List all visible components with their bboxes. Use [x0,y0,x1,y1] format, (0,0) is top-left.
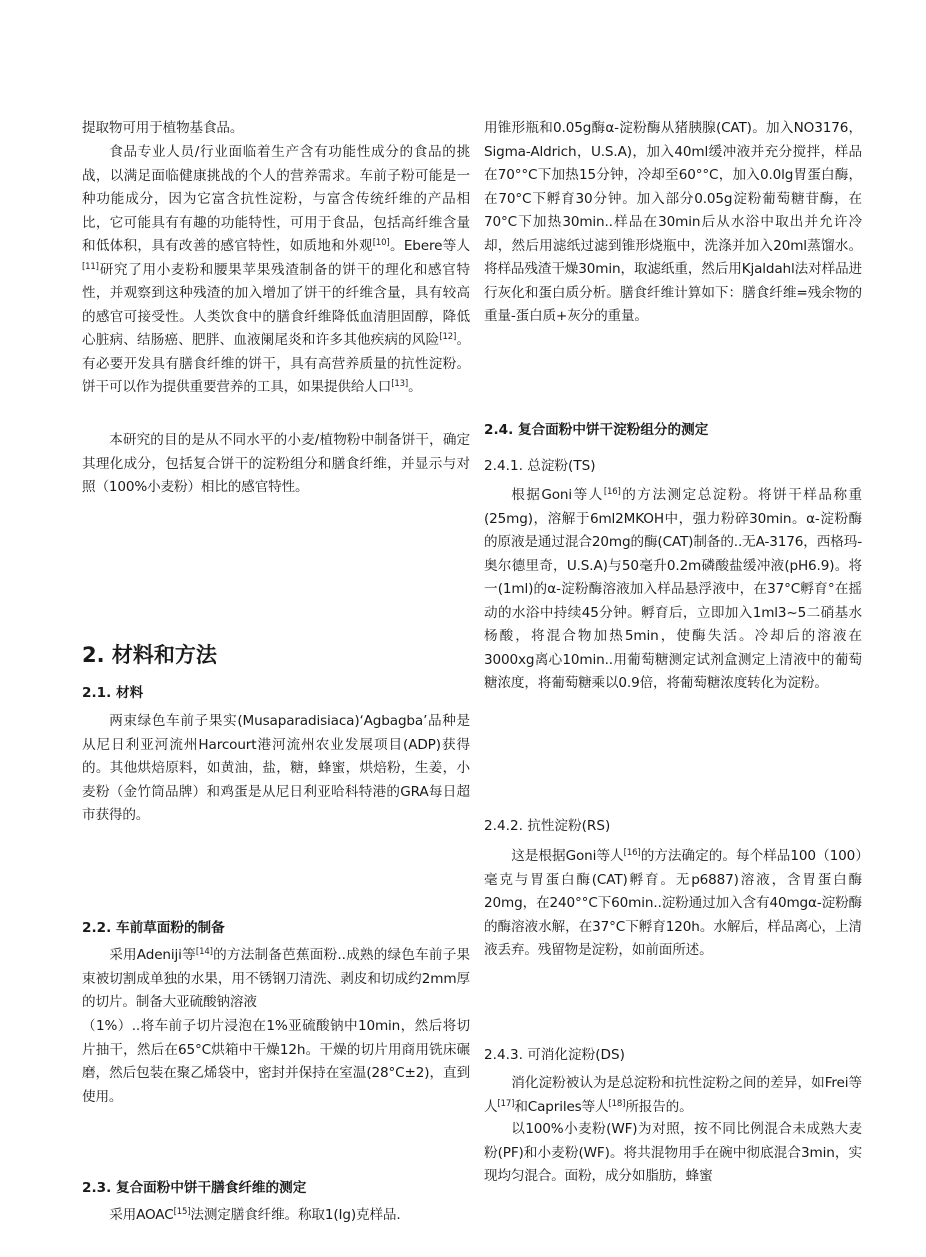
citation: [16] [623,848,641,858]
citation: [11] [82,261,99,272]
paragraph-digestible-starch: 消化淀粉被认为是总淀粉和抗性淀粉之间的差异，如Frei等人[17]和Capriles等人[18]所报告的。 [484,1075,862,1115]
citation: [14] [195,947,213,957]
paragraph-aim: 本研究的目的是从不同水平的小麦/植物粉中制备饼干，确定其理化成分，包括复合饼干的淀粉组分和膳食纤维，并显示与对照（100%小麦粉）相比的感官特性。 [82,432,470,495]
paragraph-flour-prep: 采用Adeniji等[14]的方法制备芭蕉面粉..成熟的绿色车前子果束被切割成单独的水果，用不锈钢刀清洗、剥皮和切成约2mm厚的切片。制备大亚硫酸钠溶液 [82,947,470,1010]
citation: [18] [608,1098,626,1109]
section-heading-methods: 2. 材料和方法 [82,643,217,667]
citation: [15] [173,1207,191,1217]
subsubsection-heading-resistant-starch: 2.4.2. 抗性淀粉(RS) [484,818,611,834]
subsection-heading-materials: 2.1. 材料 [82,685,144,701]
paragraph-continued: 提取物可用于植物基食品。 [82,120,244,136]
subsubsection-heading-digestible-starch: 2.4.3. 可消化淀粉(DS) [484,1047,625,1063]
citation: [16] [603,487,621,497]
paragraph-flour-prep-cont: （1%）..将车前子切片浸泡在1%亚硫酸钠中10min，然后将切片抽干，然后在65°C烘箱中干燥12h。干燥的切片用商用铣床碾磨，然后包装在聚乙烯袋中，密封并保持在室温(28°C±2)，直到使用。 [82,1018,470,1105]
paragraph-resistant-starch: 这是根据Goni等人[16]的方法确定的。每个样品100（100）毫克与胃蛋白酶(CAT)孵育。无p6887)溶液，含胃蛋白酶20mg，在240°°C下60min..淀粉通过加入含有40mgα-淀粉酶的酶溶液水解，在37°C下孵育120h。水解后，样品离心，上清液丢弃。残留物是淀粉，如前面所述。 [484,848,862,958]
subsection-heading-starch: 2.4. 复合面粉中饼干淀粉组分的测定 [484,422,709,438]
paragraph-dietary-fiber: 采用AOAC[15]法测定膳食纤维。称取1(Ig)克样品. [109,1207,401,1223]
subsection-heading-dietary-fiber: 2.3. 复合面粉中饼干膳食纤维的测定 [82,1180,307,1196]
paragraph-intro: 食品专业人员/行业面临着生产含有功能性成分的食品的挑战，以满足面临健康挑战的个人的营养需求。车前子粉可能是一种功能成分，因为它富含抗性淀粉，与富含传统纤维的产品相比，它可能具有有趣的功能特性，可用于食品，包括高纤维含量和低体积，具有改善的感官特性，如质地和外观[10]。Ebere等人[11]研究了用小麦粉和腰果苹果残渣制备的饼干的理化和感官特性，并观察到这种残渣的加入增加了饼干的纤维含量，具有较高的感官可接受性。人类饮食中的膳食纤维降低血清胆固醇，降低心脏病、结肠癌、肥胖、血液阑尾炎和许多其他疾病的风险[12]。有必要开发具有膳食纤维的饼干，具有高营养质量的抗性淀粉。饼干可以作为提供重要营养的工具，如果提供给人口[13]。 [82,144,470,395]
paragraph-materials: 两束绿色车前子果实(Musaparadisiaca)‘Agbagba’品种是从尼日利亚河流州Harcourt港河流州农业发展项目(ADP)获得的。其他烘焙原料，如黄油，盐，糖，蜂蜜，烘焙粉，生姜，小麦粉（金竹筒品牌）和鸡蛋是从尼日利亚哈科特港的GRA每日超市获得的。 [82,713,470,823]
citation: [17] [497,1098,515,1109]
citation: [13] [391,379,409,389]
paragraph-total-starch: 根据Goni等人[16]的方法测定总淀粉。将饼干样品称重(25mg)，溶解于6ml2MKOH中，强力粉碎30min。α-淀粉酶的原液是通过混合20mg的酶(CAT)制备的..无A-3176，西格玛-奥尔德里奇，U.S.A)与50毫升0.2m磷酸盐缓冲液(pH6.9)。将一(1ml)的α-淀粉酶溶液加入样品悬浮液中，在37°C孵育°在摇动的水浴中持续45分钟。孵育后，立即加入1ml3~5二硝基水杨酸，将混合物加热5min，使酶失活。冷却后的溶液在3000xg离心10min..用葡萄糖测定试剂盒测定上清液中的葡萄糖浓度，将葡萄糖乘以0.9倍，将葡萄糖浓度转化为淀粉。 [484,487,862,691]
subsection-heading-flour-prep: 2.2. 车前草面粉的制备 [82,920,225,936]
paragraph-dietary-fiber-cont: 用锥形瓶和0.05g酶α-淀粉酶从猪胰腺(CAT)。加入NO3176，Sigma-Aldrich，U.S.A)，加入40ml缓冲液并充分搅拌，样品在70°°C下加热15分钟，冷却至60°°C，加入0.0lg胃蛋白酶，在70°C下孵育30分钟。加入部分0.05g淀粉葡萄糖苷酶，在70°C下加热30min..样品在30min后从水浴中取出并允许冷却，然后用滤纸过滤到锥形烧瓶中，洗涤并加入20ml蒸馏水。将样品残渣干燥30min，取滤纸重，然后用Kjaldahl法对样品进行灰化和蛋白质分析。膳食纤维计算如下：膳食纤维=残余物的重量-蛋白质+灰分的重量。 [484,120,862,324]
citation: [12] [439,332,457,342]
paragraph-blending: 以100%小麦粉(WF)为对照，按不同比例混合未成熟大麦粉(PF)和小麦粉(WF)。将共混物用手在碗中彻底混合3min，实现均匀混合。面粉，成分如脂肪，蜂蜜 [484,1121,862,1184]
citation: [10] [372,238,390,248]
subsubsection-heading-total-starch: 2.4.1. 总淀粉(TS) [484,458,596,474]
